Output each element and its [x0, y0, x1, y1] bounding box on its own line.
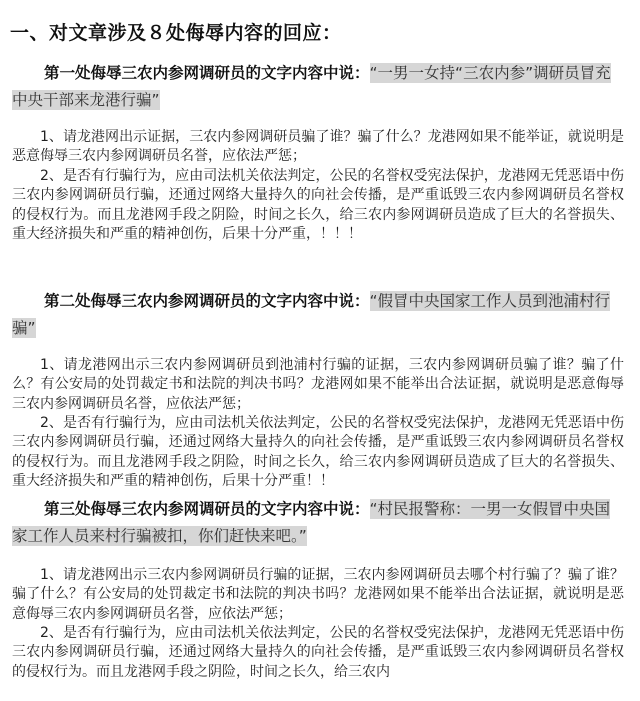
section-3-heading: [12, 496, 624, 550]
section-3-paragraph-1: 1、请龙港网出示三农内参网调研员行骗的证据，三农内参网调研员去哪个村行骗了？骗了谁？骗了什么？有公安局的处罚裁定书和法院的判决书吗？龙港网如果不能举出合法证据，就说明是恶意侮辱三农内参网调研员名誉，应依法严惩；: [12, 567, 624, 622]
section-2-paragraph-1: 1、请龙港网出示三农内参网调研员到池浦村行骗的证据，三农内参网调研员骗了谁？骗了什么？有公安局的处罚裁定书和法院的判决书吗？龙港网如果不能举出合法证据，就说明是恶意侮辱三农内参网调研员名誉，应依法严惩；: [12, 357, 624, 412]
document-title: 一、对文章涉及８处侮辱内容的回应：: [10, 22, 342, 44]
section-1-lead: 第一处侮辱三农内参网调研员的文字内容中说：: [44, 64, 370, 82]
section-1-paragraph-1: 1、请龙港网出示证据，三农内参网调研员骗了谁？骗了什么？龙港网如果不能举证，就说明是恶意侮辱三农内参网调研员名誉，应依法严惩；: [12, 129, 624, 165]
section-3-lead: 第三处侮辱三农内参网调研员的文字内容中说：: [44, 500, 370, 518]
section-2-quote: “假冒中央国家工作人员到池浦村行骗”: [12, 292, 611, 337]
section-2-lead: 第二处侮辱三农内参网调研员的文字内容中说：: [44, 292, 370, 310]
section-1-heading: [12, 60, 624, 114]
section-1-paragraph-2: 2、是否有行骗行为，应由司法机关依法判定，公民的名誉权受宪法保护，龙港网无凭恶语中伤三农内参网调研员行骗，还通过网络大量持久的向社会传播，是严重诋毁三农内参网调研员名誉权的侵权行为。而且龙港网手段之阴险，时间之长久，给三农内参网调研员造成了巨大的名誉损失、重大经济损失和严重的精神创伤，后果十分严重，！！！: [12, 168, 624, 243]
section-2-heading: [12, 288, 624, 342]
section-3-quote: “村民报警称：一男一女假冒中央国家工作人员来村行骗被扣，你们赶快来吧。”: [12, 500, 611, 545]
section-3-paragraph-2: 2、是否有行骗行为，应由司法机关依法判定，公民的名誉权受宪法保护，龙港网无凭恶语中伤三农内参网调研员行骗，还通过网络大量持久的向社会传播，是严重诋毁三农内参网调研员名誉权的侵权行为。而且龙港网手段之阴险，时间之长久，给三农内: [12, 625, 624, 680]
section-2-paragraph-2: 2、是否有行骗行为，应由司法机关依法判定，公民的名誉权受宪法保护，龙港网无凭恶语中伤三农内参网调研员行骗，还通过网络大量持久的向社会传播，是严重诋毁三农内参网调研员名誉权的侵权行为。而且龙港网手段之阴险，时间之长久，给三农内参网调研员造成了巨大的名誉损失、重大经济损失和严重的精神创伤，后果十分严重！！: [12, 415, 624, 490]
section-1-quote: “一男一女持“三农内参”调研员冒充中央干部来龙港行骗”: [12, 64, 611, 109]
